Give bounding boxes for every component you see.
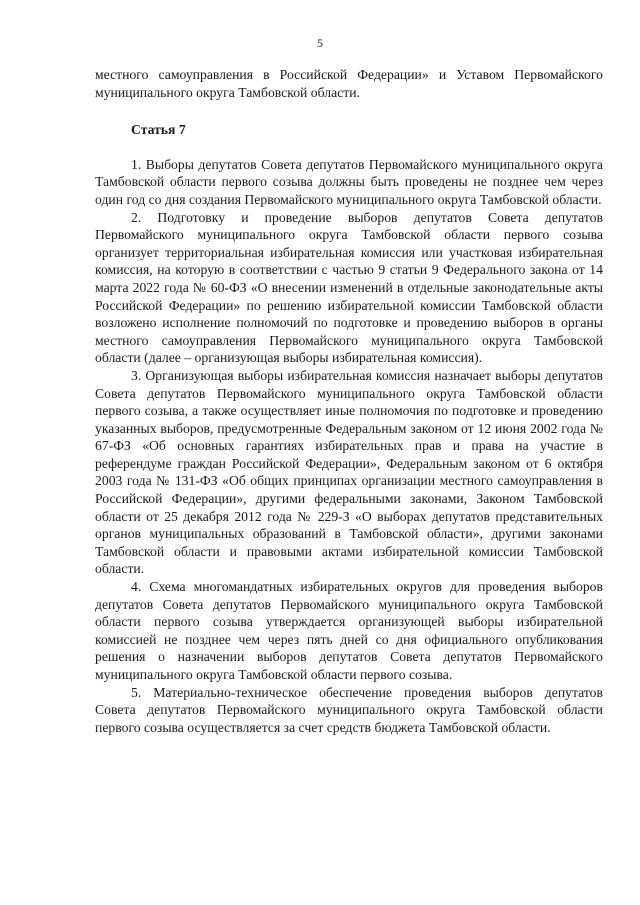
article-item-3: 3. Организующая выборы избирательная комиссия назначает выборы депутатов Совета депутатов Первомайского муниципального округа Тамбовской области первого созыва, а также осуществляет иные полномочия по подготовке и проведению указанных выборов, предусмотренные Федеральным законом от 12 июня 2002 года № 67-ФЗ «Об основных гарантиях избирательных прав и права на участие в референдуме граждан Российской Федерации», Федеральным законом от 6 октября 2003 года № 131-ФЗ «Об общих принципах организации местного самоуправления в Российской Федерации», другими федеральными законами, Законом Тамбовской области от 25 декабря 2012 года № 229-З «О выборах депутатов представительных органов муниципальных образований в Тамбовской области», другими законами Тамбовской области и правовыми актами избирательной комиссии Тамбовской области. — [95, 367, 603, 577]
article-heading: Статья 7 — [131, 122, 186, 138]
document-body — [95, 66, 603, 736]
article-item-5: 5. Материально-техническое обеспечение проведения выборов депутатов Совета депутатов Первомайского муниципального округа Тамбовской области первого созыва осуществляется за счет средств бюджета Тамбовской области. — [95, 684, 603, 735]
page-number: 5 — [317, 36, 323, 50]
continuation-paragraph: местного самоуправления в Российской Федерации» и Уставом Первомайского муниципального округа Тамбовской области. — [95, 67, 603, 100]
article-item-2: 2. Подготовку и проведение выборов депутатов Совета депутатов Первомайского муниципального округа Тамбовской области первого созыва организует территориальная избирательная комиссия или участковая избирательная комиссия, на которую в соответствии с частью 9 статьи 9 Федерального закона от 14 марта 2022 года № 60-ФЗ «О внесении изменений в отдельные законодательные акты Российской Федерации» по решению избирательной комиссии Тамбовской области возложено исполнение полномочий по подготовке и проведению выборов в органы местного самоуправления Первомайского муниципального округа Тамбовской области (далее – организующая выборы избирательная комиссия). — [95, 209, 603, 366]
article-item-4: 4. Схема многомандатных избирательных округов для проведения выборов депутатов Совета депутатов Первомайского муниципального округа Тамбовской области первого созыва утверждается организующей выборы избирательной комиссией не позднее чем через пять дней со дня официального опубликования решения о назначении выборов депутатов Совета депутатов Первомайского муниципального округа Тамбовской области первого созыва. — [95, 579, 603, 682]
article-item-1: 1. Выборы депутатов Совета депутатов Первомайского муниципального округа Тамбовской области первого созыва должны быть проведены не позднее чем через один год со дня создания Первомайского муниципального округа Тамбовской области. — [95, 156, 603, 207]
